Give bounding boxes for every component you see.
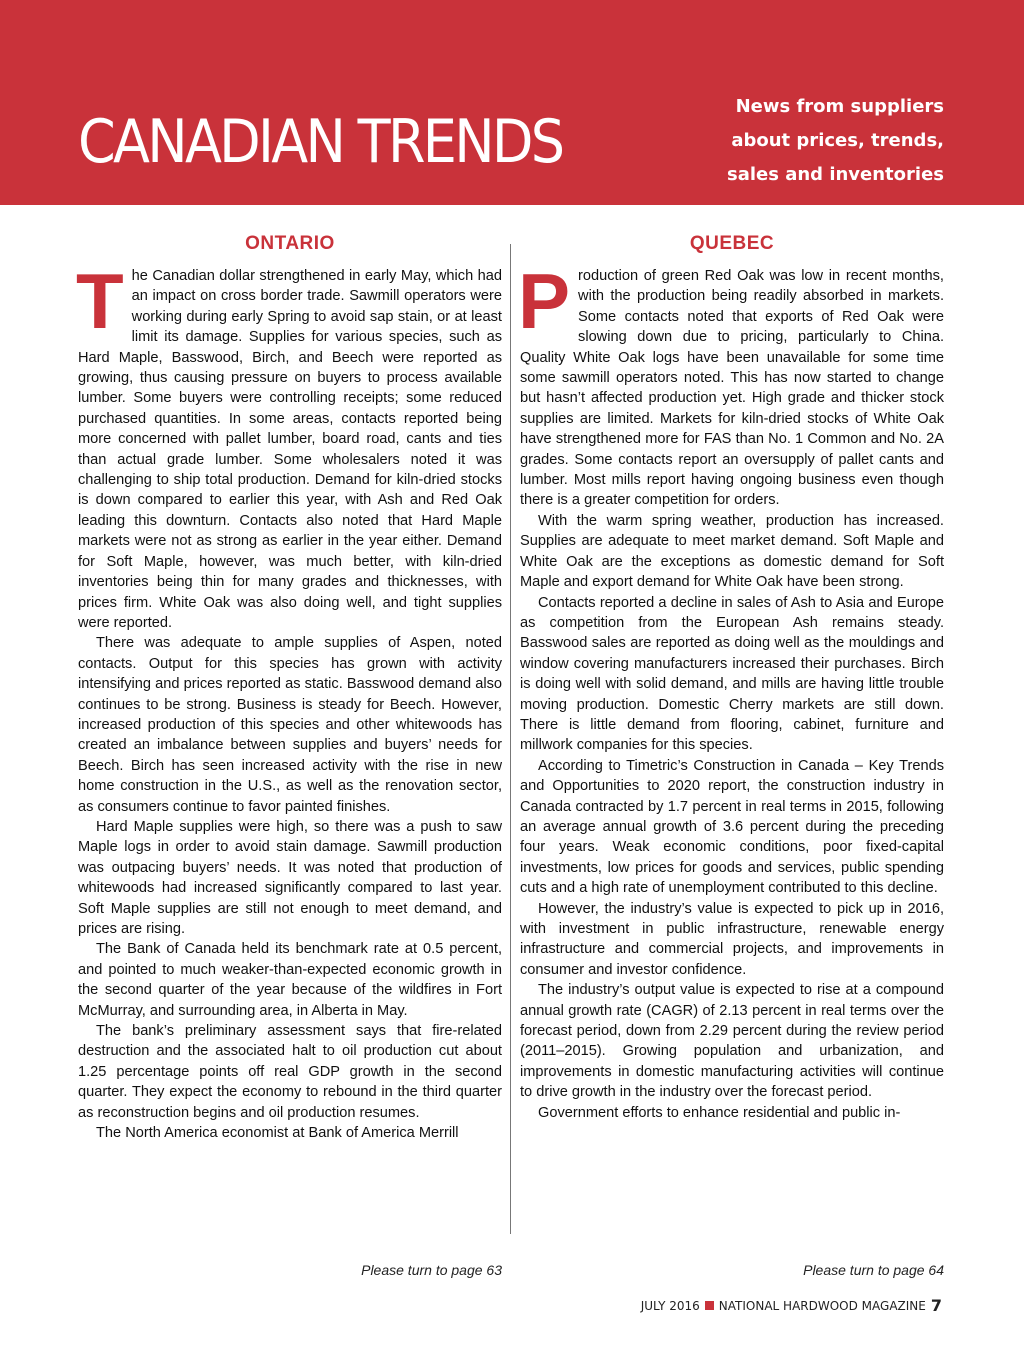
article-paragraph: The industry’s output value is expected to rise at a compound annual growth rate (CAGR) of 2.13 percent in real terms over the forecast period, down from 2.29 percent during the review period (2011–2015). Growing population and urbanization, and improvements in domestic manufacturing activities will continue to drive growth in the industry over the forecast period. [520, 982, 944, 1101]
quebec-heading: QUEBEC [689, 233, 775, 254]
header-banner [0, 0, 1024, 205]
issue-date: JULY 2016 [640, 1298, 700, 1313]
drop-cap: P [518, 257, 571, 345]
page-footer [641, 1296, 942, 1315]
article-paragraph: According to Timetric’s Construction in Canada – Key Trends and Opportunities to 2020 report, the construction industry in Canada contracted by 1.7 percent in real terms in 2015, following an average annual growth of 3.6 percent during the preceding four years. Weak economic conditions, poor fixed-capital investments, low prices for goods and services, public spending cuts and a high rate of unemployment contributed to this decline. [520, 757, 944, 897]
article-paragraph: Government efforts to enhance residential and public in- [538, 1104, 901, 1121]
column-divider [510, 244, 511, 1234]
article-paragraph: However, the industry’s value is expected to pick up in 2016, with investment in public infrastructure, renewable energy infrastructure and commercial projects, and improvements in consumer and investor confidence. [520, 900, 944, 978]
tagline-line: about prices, trends, [731, 130, 944, 151]
square-bullet-icon [705, 1301, 714, 1310]
article-paragraph: The bank’s preliminary assessment says that fire-related destruction and the associated halt to oil production cut about 1.25 percentage points off real GDP growth in the second quarter. They expect the economy to rebound in the third quarter as reconstruction begins and oil production resumes. [78, 1023, 502, 1121]
section-tagline [684, 90, 944, 192]
article-paragraph: Contacts reported a decline in sales of Ash to Asia and Europe as competition from the European Ash remains steady. Basswood sales are reported as doing well as the mouldings and window covering manufacturers increased their purchases. Birch is doing well with solid demand, and mills are having little trouble moving production. Domestic Cherry markets are still down. There is little demand from flooring, cabinet, furniture and millwork companies for this species. [520, 594, 944, 754]
article-paragraph: With the warm spring weather, production has increased. Supplies are adequate to meet market demand. Soft Maple and White Oak are the exceptions as domestic demand for Soft Maple and export demand for White Oak have been strong. [520, 512, 944, 591]
quebec-continued-note: Please turn to page 64 [803, 1262, 944, 1278]
ontario-continued-note: Please turn to page 63 [361, 1262, 502, 1278]
quebec-column [520, 232, 944, 1123]
drop-cap: T [76, 257, 124, 345]
ontario-heading: ONTARIO [245, 233, 335, 254]
ontario-column [78, 232, 502, 1143]
article-paragraph: The Canadian dollar strengthened in early May, which had an impact on cross border trade. Sawmill operators were working during early Spring to avoid sap stain, or at least limit its damage. Supplies for various species, such as Hard Maple, Basswood, Birch, and Beech were reported as growing, thus causing pressure on buyers to process available lumber. Some buyers were controlling receipts; some reduced purchased quantities. In some areas, contacts reported being more concerned with pallet lumber, board road, cants and ties than actual grade lumber. Some wholesalers noted it was challenging to ship total production. Demand for kiln-dried stocks is down compared to earlier this year, with Ash and Red Oak leading this downturn. Contacts also noted that Hard Maple markets were not as strong as earlier in the year either. Demand for Soft Maple, however, was much better, with kiln-dried inventories being thin for many grades and thicknesses, with prices firm. White Oak was also doing well, and tight supplies were reported. [76, 257, 502, 631]
magazine-name: NATIONAL HARDWOOD MAGAZINE [718, 1298, 926, 1313]
tagline-line: sales and inventories [726, 164, 944, 185]
article-paragraph: Production of green Red Oak was low in recent months, with the production being readily absorbed in markets. Some contacts noted that exports of Red Oak were slowing down due to pricing, particularly to China. Quality White Oak logs have been unavailable for some time some sawmill operators noted. This has now started to change but hasn’t affected production yet. High grade and thicker stock supplies are limited. Markets for kiln-dried stocks of White Oak have strengthened more for FAS than No. 1 Common and No. 2A grades. Some contacts report an oversupply of pallet cants and lumber. Most mills report having ongoing business even though there is a greater competition for orders. [518, 257, 944, 509]
article-paragraph: The North America economist at Bank of America Merrill [96, 1125, 459, 1142]
page-number: 7 [930, 1296, 942, 1315]
article-paragraph: There was adequate to ample supplies of Aspen, noted contacts. Output for this species has grown with activity intensifying and prices reported as static. Basswood demand also continues to be strong. Business is steady for Beech. However, increased production of this species and other whitewoods has created an imbalance between supplies and buyers’ needs for Beech. Birch has seen increased activity with the rise in new home construction in the U.S., as well as the renovation sector, as consumers continue to favor painted finishes. [78, 635, 502, 815]
article-paragraph: Hard Maple supplies were high, so there was a push to saw Maple logs in order to avoid stain damage. Sawmill production was outpacing buyers’ needs. It was noted that production of whitewoods had increased significantly compared to last year. Soft Maple supplies are still not enough to meet demand, and prices are rising. [78, 818, 502, 937]
tagline-line: News from suppliers [735, 96, 944, 117]
article-paragraph: The Bank of Canada held its benchmark rate at 0.5 percent, and pointed to much weaker-than-expected economic growth in the second quarter of the year because of the wildfires in Fort McMurray, and surrounding area, in Alberta in May. [78, 941, 502, 1019]
section-title: CANADIAN TRENDS [78, 107, 563, 177]
